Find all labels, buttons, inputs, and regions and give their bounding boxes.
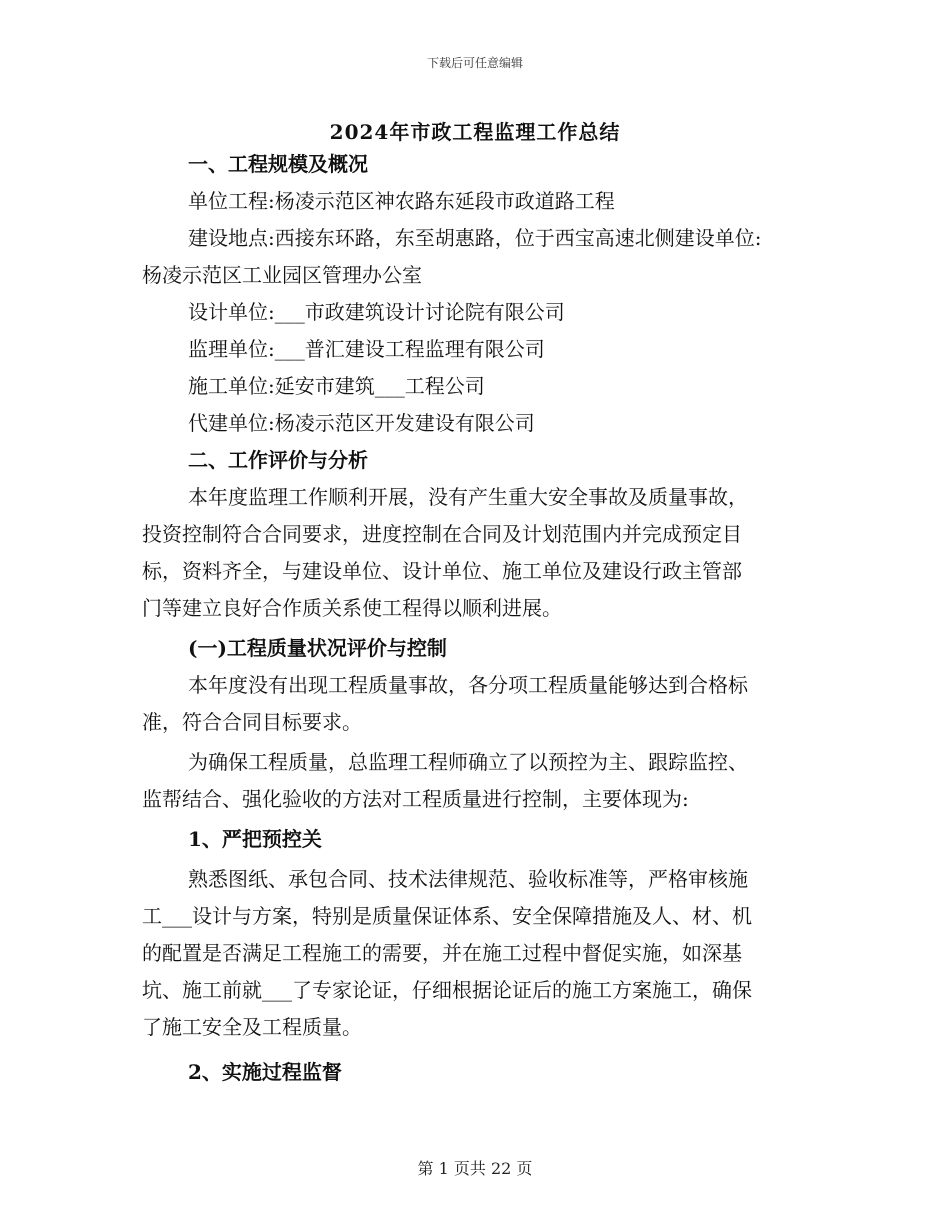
paragraph-line: 施工单位:延安市建筑___工程公司 — [188, 374, 485, 398]
paragraph-line: 门等建立良好合作质关系使工程得以顺利进展。 — [142, 596, 562, 620]
document-title: 2024年市政工程监理工作总结 — [329, 120, 621, 144]
paragraph-line: 设计单位:___市政建筑设计讨论院有限公司 — [188, 300, 565, 324]
paragraph-line: 的配置是否满足工程施工的需要，并在施工过程中督促实施，如深基 — [142, 941, 742, 965]
paragraph-line: 本年度监理工作顺利开展，没有产生重大安全事故及质量事故， — [188, 485, 748, 509]
paragraph-line: 熟悉图纸、承包合同、技术法律规范、验收标准等，严格审核施 — [188, 867, 748, 891]
paragraph-line: 工___设计与方案，特别是质量保证体系、安全保障措施及人、材、机 — [142, 904, 752, 928]
section-heading-1: 一、工程规模及概况 — [188, 152, 368, 176]
paragraph-line: 了施工安全及工程质量。 — [142, 1015, 362, 1039]
document-body — [142, 146, 810, 1091]
page-footer: 第 1 页共 22 页 — [417, 1159, 533, 1178]
paragraph-line: 本年度没有出现工程质量事故，各分项工程质量能够达到合格标 — [188, 673, 748, 697]
paragraph-line: 为确保工程质量，总监理工程师确立了以预控为主、跟踪监控、 — [188, 750, 748, 774]
paragraph-line: 杨凌示范区工业园区管理办公室 — [142, 263, 422, 287]
paragraph-line: 监理单位:___普汇建设工程监理有限公司 — [188, 337, 545, 361]
paragraph-line: 代建单位:杨凌示范区开发建设有限公司 — [188, 411, 535, 435]
paragraph-line: 准，符合合同目标要求。 — [142, 710, 362, 734]
item-heading-1: 1、严把预控关 — [188, 827, 322, 851]
item-heading-2: 2、实施过程监督 — [188, 1060, 342, 1084]
section-heading-2: 二、工作评价与分析 — [188, 448, 368, 472]
paragraph-line: 投资控制符合合同要求，进度控制在合同及计划范围内并完成预定目 — [142, 522, 742, 546]
paragraph-line: 坑、施工前就___了专家论证，仔细根据论证后的施工方案施工，确保 — [142, 978, 752, 1002]
header-note: 下载后可任意编辑 — [426, 56, 523, 70]
paragraph-line: 建设地点:西接东环路，东至胡惠路，位于西宝高速北侧建设单位: — [188, 226, 762, 250]
paragraph-line: 监帮结合、强化验收的方法对工程质量进行控制，主要体现为: — [142, 787, 689, 811]
subsection-heading: (一)工程质量状况评价与控制 — [188, 636, 447, 660]
paragraph-line: 标，资料齐全，与建设单位、设计单位、施工单位及建设行政主管部 — [142, 559, 742, 583]
paragraph-line: 单位工程:杨凌示范区神农路东延段市政道路工程 — [188, 189, 615, 213]
